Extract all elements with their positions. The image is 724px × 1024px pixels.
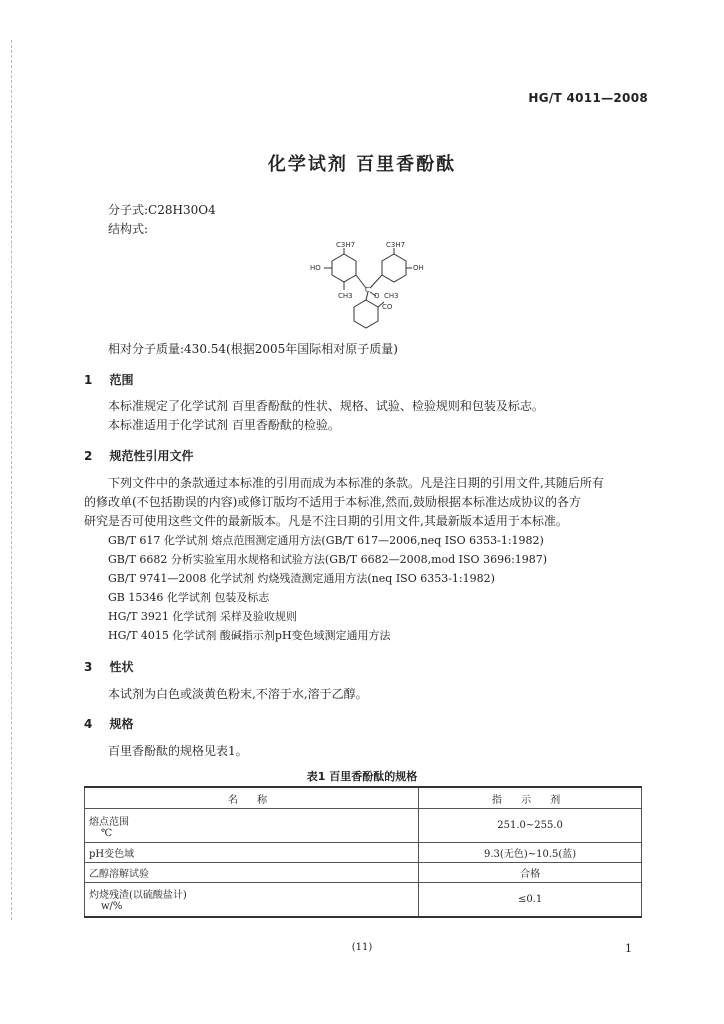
row-unit: w/% [101, 901, 123, 913]
section-number: 1 [84, 373, 93, 387]
table-row [85, 863, 642, 883]
ch3-right-label: CH3 [384, 292, 399, 300]
formula-value: C28H30O4 [148, 203, 216, 217]
standard-code: HG/T 4011—2008 [528, 91, 648, 105]
row-name-cell [85, 809, 419, 843]
row-value: 251.0~255.0 [419, 809, 642, 843]
row-value: 合格 [419, 863, 642, 883]
column-header-value: 指 示 剂 [419, 787, 642, 809]
molar-mass: 相对分子质量:430.54(根据2005年国际相对原子质量) [108, 342, 398, 356]
section-2-heading [84, 445, 193, 464]
paragraph: 百里香酚酞的规格见表1。 [108, 744, 248, 758]
page-number: 1 [625, 942, 632, 955]
oh-label: OH [413, 264, 424, 272]
right-benzene-ring [382, 254, 406, 282]
structure-label: 结构式: [108, 222, 149, 236]
reference-item: GB 15346 化学试剂 包装及标志 [108, 591, 270, 604]
reference-item: GB/T 9741—2008 化学试剂 灼烧残渣测定通用方法(neq ISO 6353-1:1982) [108, 572, 495, 585]
table-row [85, 809, 642, 843]
column-header-name: 名 称 [85, 787, 419, 809]
reference-item: GB/T 6682 分析实验室用水规格和试验方法(GB/T 6682—2008,mod ISO 3696:1987) [108, 553, 548, 566]
reference-item: GB/T 617 化学试剂 熔点范围测定通用方法(GB/T 617—2006,neq ISO 6353-1:1982) [108, 534, 544, 547]
row-unit: ℃ [101, 827, 113, 839]
paragraph: 的修改单(不包括勘误的内容)或修订版均不适用于本标准,然而,鼓励根据本标准达成协议的各方 [84, 495, 581, 509]
paragraph: 本标准适用于化学试剂 百里香酚酞的检验。 [108, 418, 340, 432]
formula-line [108, 201, 216, 218]
ho-label: HO [310, 264, 321, 272]
paragraph: 研究是否可使用这些文件的最新版本。凡是不注日期的引用文件,其最新版本适用于本标准。 [84, 514, 568, 528]
section-title: 规范性引用文件 [109, 449, 194, 463]
central-carbon-label: C [365, 286, 370, 294]
section-3-heading [84, 656, 133, 675]
row-value: ≤0.1 [419, 883, 642, 917]
section-number: 2 [84, 449, 93, 463]
section-4-heading [84, 713, 133, 732]
table-row [85, 843, 642, 863]
ch3-left-label: CH3 [338, 292, 353, 300]
section-title: 性状 [109, 660, 134, 674]
page-marker: (11) [351, 942, 373, 953]
paragraph: 本标准规定了化学试剂 百里香酚酞的性状、规格、试验、检验规则和包装及标志。 [108, 399, 544, 413]
formula-label: 分子式: [108, 203, 149, 217]
document-title: 化学试剂 百里香酚酞 [267, 154, 457, 175]
c3h7-left-label: C3H7 [336, 241, 356, 249]
reference-item: HG/T 4015 化学试剂 酸碱指示剂pH变色域测定通用方法 [108, 629, 391, 642]
table-header-row [85, 787, 642, 809]
structural-formula [296, 240, 446, 332]
c3h7-right-label: C3H7 [386, 241, 406, 249]
oxygen-label: O [374, 292, 380, 300]
row-name-cell [85, 883, 419, 917]
table-row [85, 883, 642, 917]
row-name: 乙醇溶解试验 [85, 863, 419, 883]
reference-item: HG/T 3921 化学试剂 采样及验收规则 [108, 610, 297, 623]
row-name: 熔点范围 [89, 816, 129, 828]
row-value: 9.3(无色)~10.5(蓝) [419, 843, 642, 863]
row-name: 灼烧残渣(以硫酸盐计) [89, 890, 187, 902]
section-number: 3 [84, 660, 93, 674]
paragraph: 下列文件中的条款通过本标准的引用而成为本标准的条款。凡是注日期的引用文件,其随后所有 [108, 476, 604, 490]
row-name: pH变色域 [85, 843, 419, 863]
section-1-heading [84, 369, 133, 388]
section-number: 4 [84, 717, 93, 731]
paragraph: 本试剂为白色或淡黄色粉末,不溶于水,溶于乙醇。 [108, 687, 368, 701]
bottom-benzene-ring [354, 300, 378, 328]
table-caption: 表1 百里香酚酞的规格 [306, 770, 418, 783]
carbonyl-label: CO [382, 303, 393, 311]
section-title: 规格 [109, 717, 134, 731]
specification-table [84, 786, 642, 918]
section-title: 范围 [109, 373, 134, 387]
left-benzene-ring [332, 254, 356, 282]
